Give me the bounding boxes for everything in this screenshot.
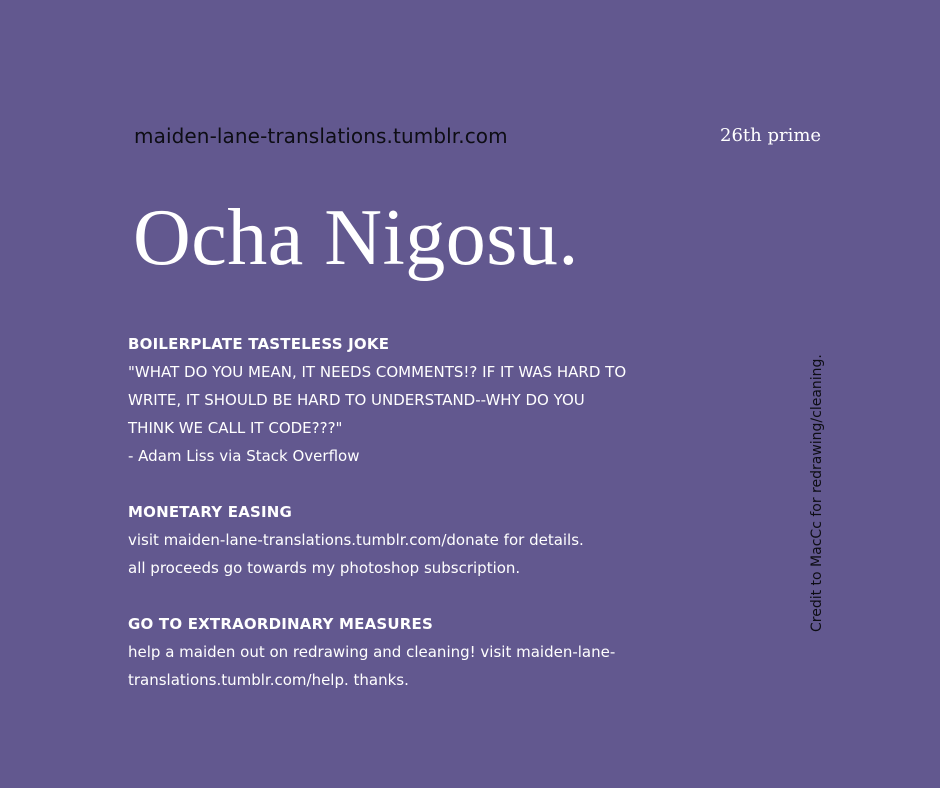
section-line: - Adam Liss via Stack Overflow — [128, 447, 360, 465]
section-heading: MONETARY EASING — [128, 503, 293, 521]
section-line: all proceeds go towards my photoshop subscription. — [128, 559, 521, 577]
page-title: Ocha Nigosu. — [133, 194, 579, 282]
section-line: visit maiden-lane-translations.tumblr.com/donate for details. — [128, 531, 584, 549]
section-tasteless-joke — [128, 330, 648, 470]
credit-text: Credit to MacCc for redrawing/cleaning. — [809, 354, 825, 632]
section-line: translations.tumblr.com/help. thanks. — [128, 671, 409, 689]
section-heading: BOILERPLATE TASTELESS JOKE — [128, 335, 390, 353]
section-line: THINK WE CALL IT CODE???" — [128, 419, 343, 437]
section-monetary-easing — [128, 498, 648, 582]
chapter-tag: 26th prime — [720, 125, 822, 146]
notes-block — [128, 330, 648, 722]
site-url: maiden-lane-translations.tumblr.com — [134, 124, 508, 148]
section-line: "WHAT DO YOU MEAN, IT NEEDS COMMENTS!? IF IT WAS HARD TO — [128, 363, 627, 381]
section-heading: GO TO EXTRAORDINARY MEASURES — [128, 615, 433, 633]
section-line: WRITE, IT SHOULD BE HARD TO UNDERSTAND--WHY DO YOU — [128, 391, 585, 409]
section-line: help a maiden out on redrawing and cleaning! visit maiden-lane- — [128, 643, 616, 661]
section-extraordinary-measures — [128, 610, 648, 694]
